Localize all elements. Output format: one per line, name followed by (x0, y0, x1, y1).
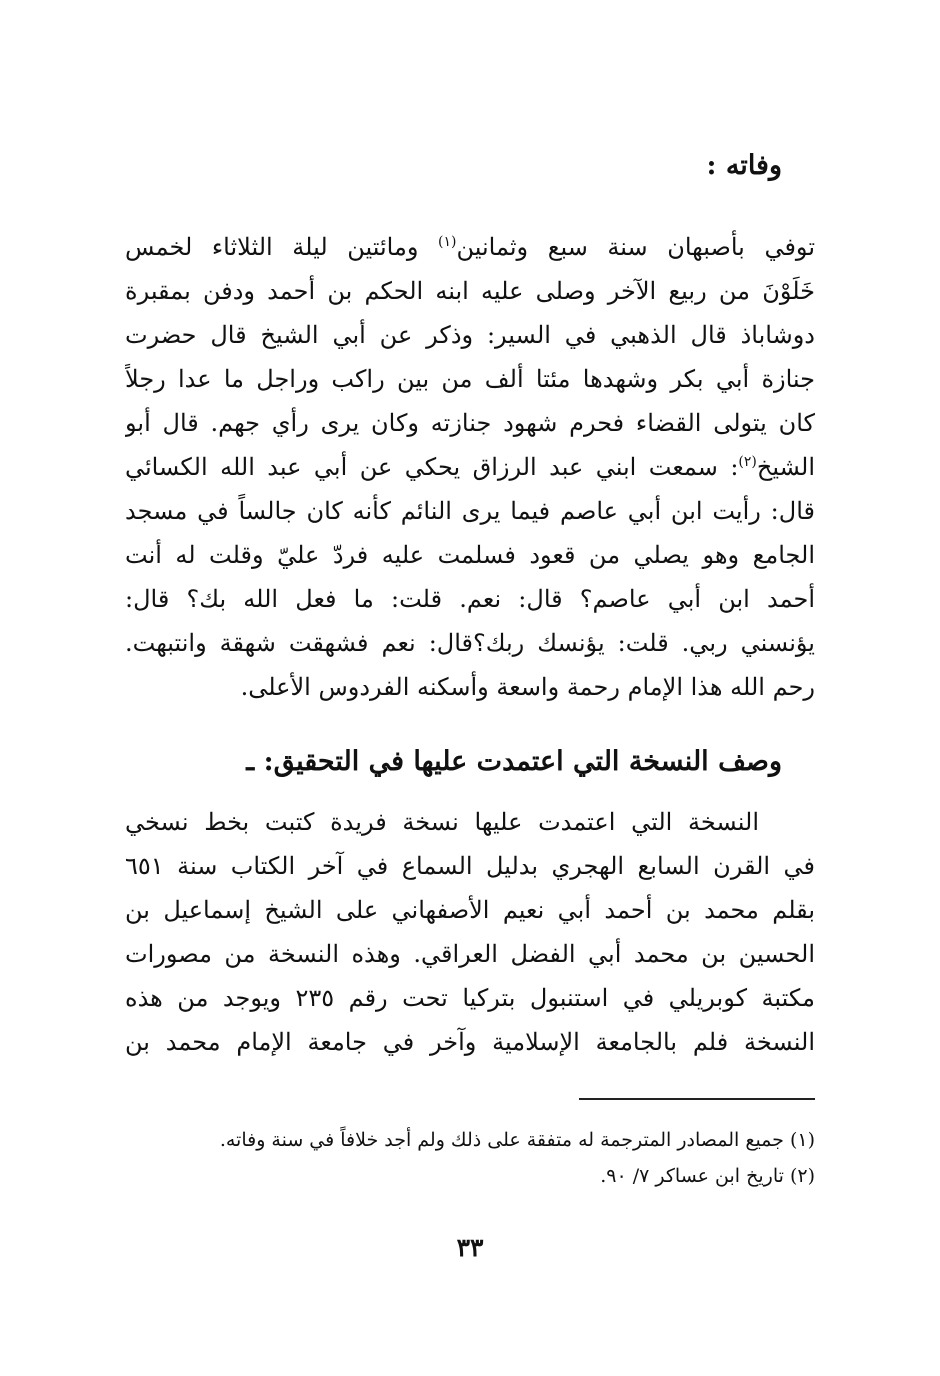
page-number: ٣٣ (456, 1233, 484, 1262)
text-line: كان يتولى القضاء فحرم شهود جنازته وكان يرى رأي جهم. قال أبو (125, 409, 815, 437)
text-line: الحسين بن محمد أبي الفضل العراقي. وهذه النسخة من مصورات (125, 940, 815, 968)
text-line (125, 445, 815, 489)
footnote-separator (579, 1098, 815, 1100)
text-line: في القرن السابع الهجري بدليل السماع في آخر الكتاب سنة ٦٥١ (125, 852, 815, 880)
section-heading-manuscript: وصف النسخة التي اعتمدت عليها في التحقيق: ـ (246, 746, 782, 777)
text-segment: الشيخ (756, 453, 815, 481)
text-segment: توفي بأصبهان سنة سبع وثمانين (456, 233, 815, 261)
text-line: دوشاباذ قال الذهبي في السير: وذكر عن أبي الشيخ قال حضرت (125, 321, 815, 349)
footnotes (125, 1122, 815, 1194)
text-line: يؤنسني ربي. قلت: يؤنسك ربك؟قال: نعم فشهقت شهقة وانتبهت. (125, 629, 815, 657)
footnote-marker: (١) (438, 234, 457, 250)
text-line: خَلَوْنَ من ربيع الآخر وصلى عليه ابنه الحكم بن أحمد ودفن بمقبرة (125, 277, 815, 305)
text-line: النسخة التي اعتمدت عليها نسخة فريدة كتبت بخط نسخي (125, 808, 759, 836)
text-line: مكتبة كوبريلي في استنبول بتركيا تحت رقم ٢٣٥ ويوجد من هذه (125, 984, 815, 1012)
section-heading-death: وفاته : (706, 150, 782, 181)
footnote-marker: (٢) (738, 454, 757, 470)
footnote-1: (١) جميع المصادر المترجمة له متفقة على ذلك ولم أجد خلافاً في سنة وفاته. (219, 1129, 815, 1151)
text-line: رحم الله هذا الإمام رحمة واسعة وأسكنه الفردوس الأعلى. (240, 673, 815, 701)
text-segment: ومائتين ليلة الثلاثاء لخمس (125, 233, 439, 261)
text-segment: : سمعت ابني عبد الرزاق يحكي عن أبي عبد الله الكسائي (125, 453, 739, 481)
paragraph-manuscript (125, 800, 815, 1064)
text-line: قال: رأيت ابن أبي عاصم فيما يرى النائم كأنه كان جالساً في مسجد (125, 497, 815, 525)
text-line: أحمد ابن أبي عاصم؟ قال: نعم. قلت: ما فعل الله بك؟ قال: (125, 585, 815, 613)
text-line: جنازة أبي بكر وشهدها مئتا ألف من بين راكب وراجل ما عدا رجلاً (125, 365, 815, 393)
paragraph-death (125, 225, 815, 709)
text-line: بقلم محمد بن أحمد أبي نعيم الأصفهاني على الشيخ إسماعيل بن (125, 896, 815, 924)
text-line (125, 225, 815, 269)
text-line: الجامع وهو يصلي من قعود فسلمت عليه فردّ عليّ وقلت له أنت (125, 541, 815, 569)
text-line: النسخة فلم بالجامعة الإسلامية وآخر في جامعة الإمام محمد بن (125, 1028, 815, 1056)
footnote-2: (٢) تاريخ ابن عساكر ٧/ ٩٠. (600, 1165, 815, 1187)
